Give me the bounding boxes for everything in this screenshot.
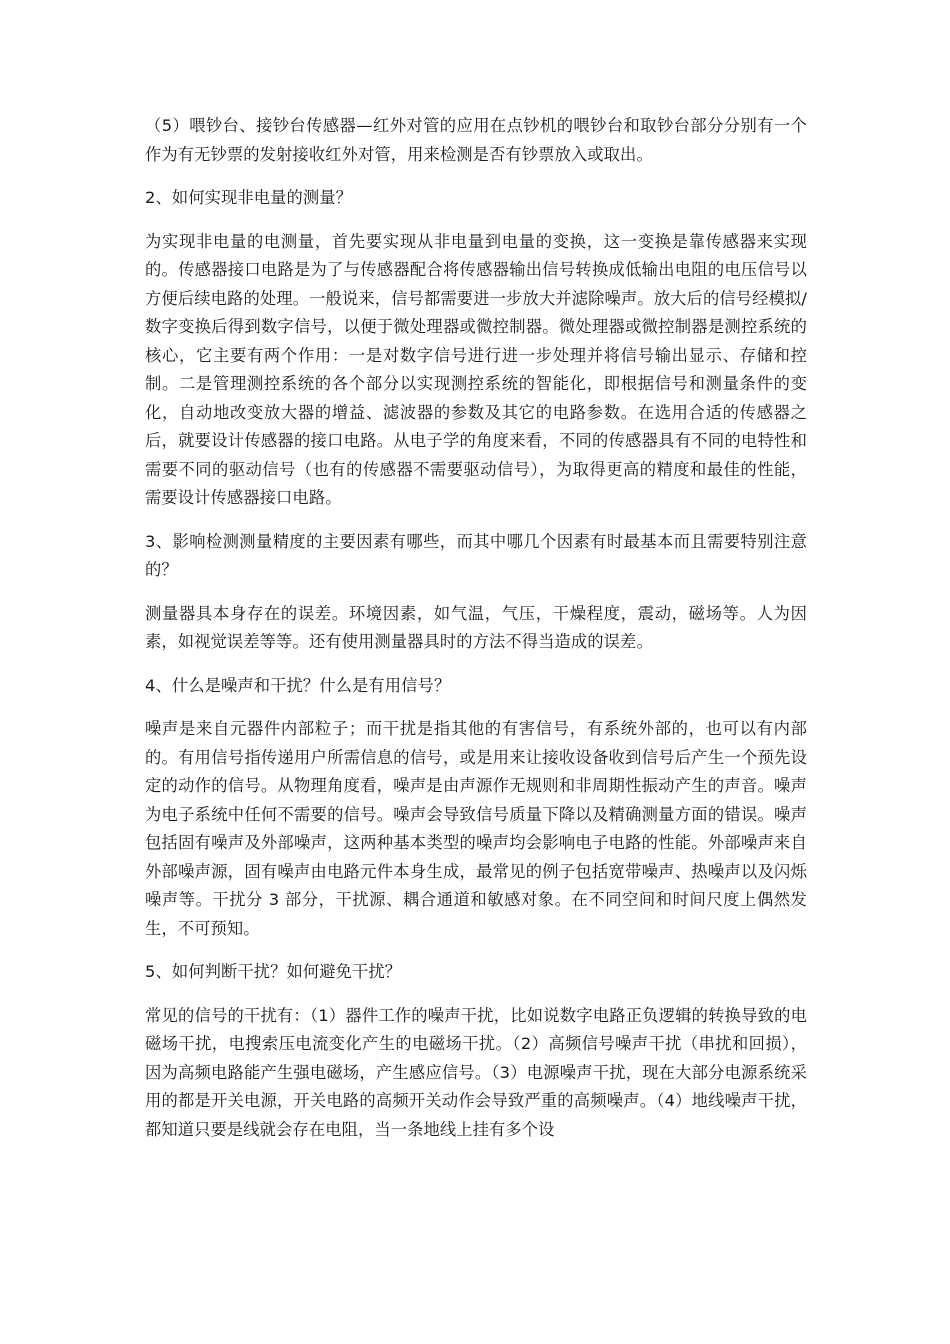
answer-paragraph-5: 常见的信号的干扰有：（1）器件工作的噪声干扰，比如说数字电路正负逻辑的转换导致的电磁场干扰，电搜索压电流变化产生的电磁场干扰。（2）高频信号噪声干扰（串扰和回损），因为高频电路能产生强电磁场，产生感应信号。（3）电源噪声干扰，现在大部分电源系统采用的都是开关电源，开关电路的高频开关动作会导致严重的高频噪声。（4）地线噪声干扰，都知道只要是线就会存在电阻，当一条地线上挂有多个设 [145,1005,807,1139]
question-heading-5: 5、如何判断干扰？如何避免干扰？ [145,962,402,981]
answer-paragraph-3: 测量器具本身存在的误差。环境因素，如气温，气压，干燥程度，震动，磁场等。人为因素，如视觉误差等等。还有使用测量器具时的方法不得当造成的误差。 [145,603,807,651]
question-heading-2: 2、如何实现非电量的测量？ [145,188,353,207]
answer-paragraph-4: 噪声是来自元器件内部粒子；而干扰是指其他的有害信号，有系统外部的，也可以有内部的。有用信号指传递用户所需信息的信号，或是用来让接收设备收到信号后产生一个预先设定的动作的信号。从物理角度看，噪声是由声源作无规则和非周期性振动产生的声音。噪声为电子系统中任何不需要的信号。噪声会导致信号质量下降以及精确测量方面的错误。噪声包括固有噪声及外部噪声，这两种基本类型的噪声均会影响电子电路的性能。外部噪声来自外部噪声源，固有噪声由电路元件本身生成，最常见的例子包括宽带噪声、热噪声以及闪烁噪声等。干扰分 3 部分，干扰源、耦合通道和敏感对象。在不同空间和时间尺度上偶然发生，不可预知。 [145,719,807,938]
paragraph-banknote-sensor: （5）喂钞台、接钞台传感器—红外对管的应用在点钞机的喂钞台和取钞台部分分别有一个作为有无钞票的发射接收红外对管，用来检测是否有钞票放入或取出。 [145,116,807,164]
document-page [145,112,807,1159]
question-heading-4: 4、什么是噪声和干扰？什么是有用信号？ [145,675,451,695]
question-heading-3: 3、影响检测测量精度的主要因素有哪些，而其中哪几个因素有时最基本而且需要特别注意的？ [145,531,807,579]
answer-paragraph-2: 为实现非电量的电测量，首先要实现从非电量到电量的变换，这一变换是靠传感器来实现的。传感器接口电路是为了与传感器配合将传感器输出信号转换成低输出电阻的电压信号以方便后续电路的处理。一般说来，信号都需要进一步放大并滤除噪声。放大后的信号经模拟/数字变换后得到数字信号，以便于微处理器或微控制器。微处理器或微控制器是测控系统的核心，它主要有两个作用：一是对数字信号进行进一步处理并将信号输出显示、存储和控制。二是管理测控系统的各个部分以实现测控系统的智能化，即根据信号和测量条件的变化，自动地改变放大器的增益、滤波器的参数及其它的电路参数。在选用合适的传感器之后，就要设计传感器的接口电路。从电子学的角度来看，不同的传感器具有不同的电特性和需要不同的驱动信号（也有的传感器不需要驱动信号），为取得更高的精度和最佳的性能，需要设计传感器接口电路。 [145,231,807,507]
